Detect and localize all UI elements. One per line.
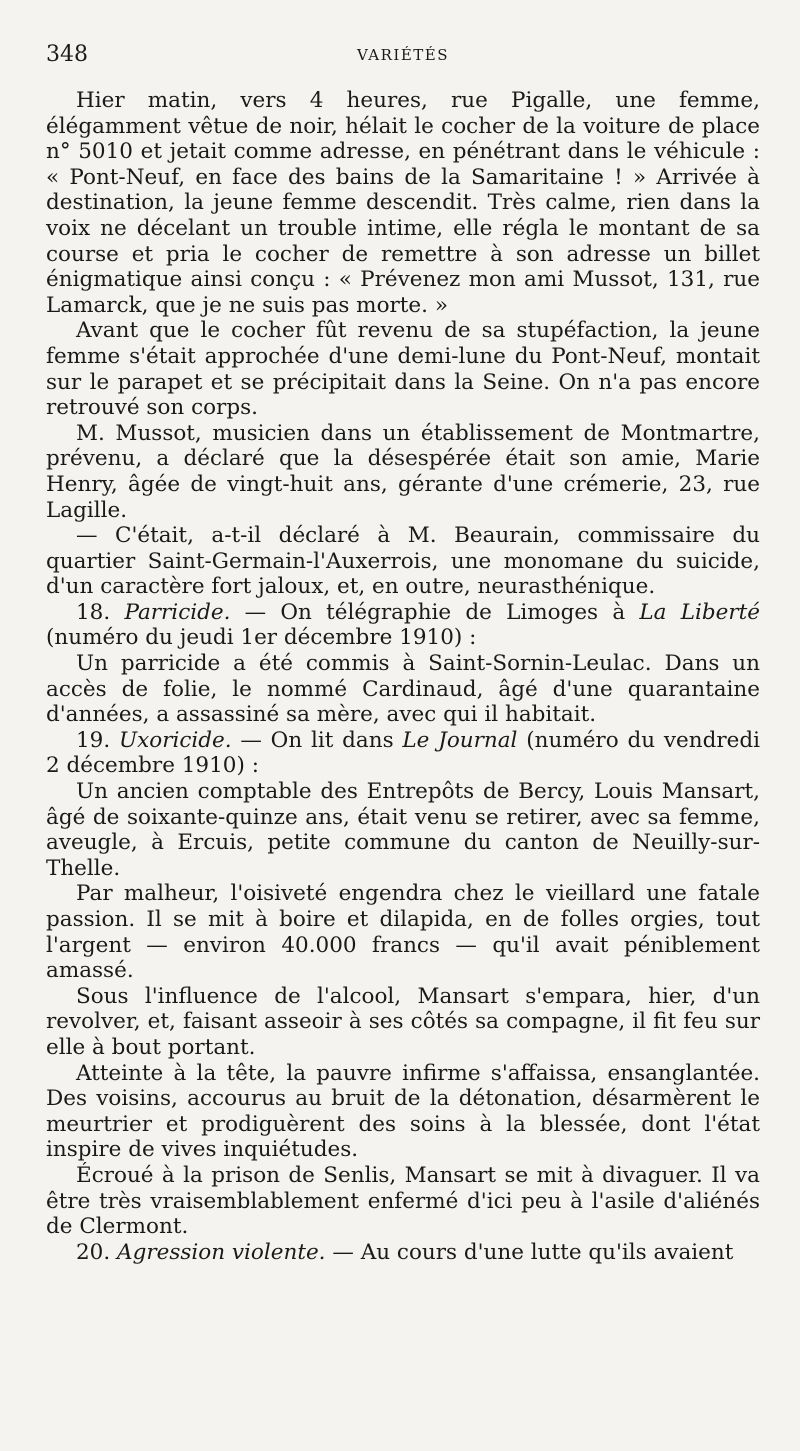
paragraph: M. Mussot, musicien dans un établissement de Montmartre, prévenu, a déclaré que la désespérée était son amie, Marie Henry, âgée de vingt-huit ans, gérante d'une crémerie, 23, rue Lagille. [46, 420, 760, 523]
section-lead: — On télégraphie de Limoges à [230, 599, 640, 625]
section-title: Parricide. [124, 599, 231, 625]
newspaper-name: Le Journal [402, 727, 518, 753]
page-header [46, 42, 760, 80]
section-heading-19 [46, 728, 760, 779]
section-title: Agression violente. [117, 1239, 326, 1265]
section-heading-18 [46, 600, 760, 651]
running-title: VARIÉTÉS [356, 46, 450, 64]
body-text [46, 88, 760, 1265]
section-lead: — Au cours d'une lutte qu'ils avaient [325, 1239, 734, 1265]
section-number: 20. [76, 1239, 111, 1265]
section-lead: — On lit dans [231, 727, 403, 753]
issue-date: (numéro du jeudi 1er décembre 1910) : [46, 625, 477, 651]
paragraph: Écroué à la prison de Senlis, Mansart se mit à divaguer. Il va être très vraisemblablement enfermé d'ici peu à l'asile d'aliénés de Clermont. [46, 1162, 760, 1240]
newspaper-name: La Liberté [639, 599, 760, 625]
section-title: Uxoricide. [119, 727, 232, 753]
paragraph: Avant que le cocher fût revenu de sa stupéfaction, la jeune femme s'était approchée d'une demi-lune du Pont-Neuf, montait sur le parapet et se précipitait dans la Seine. On n'a pas encore retrouvé son corps. [46, 318, 760, 421]
paragraph: Un parricide a été commis à Saint-Sornin-Leulac. Dans un accès de folie, le nommé Cardinaud, âgé d'une quarantaine d'années, a assassiné sa mère, avec qui il habitait. [46, 651, 760, 728]
paragraph: — C'était, a-t-il déclaré à M. Beaurain, commissaire du quartier Saint-Germain-l'Auxerrois, une monomane du suicide, d'un caractère fort jaloux, et, en outre, neurasthénique. [46, 523, 760, 600]
paragraph: Sous l'influence de l'alcool, Mansart s'empara, hier, d'un revolver, et, faisant asseoir à ses côtés sa compagne, il fit feu sur elle à bout portant. [46, 983, 760, 1060]
paragraph: Hier matin, vers 4 heures, rue Pigalle, une femme, élégamment vêtue de noir, hélait le cocher de la voiture de place n° 5010 et jetait comme adresse, en pénétrant dans le véhicule : « Pont-Neuf, en face des bains de la Samaritaine ! » Arrivée à destination, la jeune femme descendit. Très calme, rien dans la voix ne décelant un trouble intime, elle régla le montant de sa course et pria le cocher de remettre à son adresse un billet énigmatique ainsi conçu : « Prévenez mon ami Mussot, 131, rue Lamarck, que je ne suis pas morte. » [46, 88, 760, 318]
paragraph: Un ancien comptable des Entrepôts de Bercy, Louis Mansart, âgé de soixante-quinze ans, était venu se retirer, avec sa femme, aveugle, à Ercuis, petite commune du canton de Neuilly-sur-Thelle. [46, 779, 760, 881]
paragraph: Par malheur, l'oisiveté engendra chez le vieillard une fatale passion. Il se mit à boire et dilapida, en de folles orgies, tout l'argent — environ 40.000 francs — qu'il avait péniblement amassé. [46, 881, 760, 984]
section-heading-20 [46, 1240, 760, 1266]
paragraph: Atteinte à la tête, la pauvre infirme s'affaissa, ensanglantée. Des voisins, accourus au bruit de la détonation, désarmèrent le meurtrier et prodiguèrent des soins à la blessée, dont l'état inspire de vives inquiétudes. [46, 1060, 760, 1163]
issue-date: (numéro du vendredi 2 décembre 1910) : [46, 727, 760, 779]
page-number: 348 [46, 42, 88, 67]
book-page [0, 42, 800, 1451]
section-number: 18. [76, 599, 111, 625]
section-number: 19. [76, 727, 111, 753]
